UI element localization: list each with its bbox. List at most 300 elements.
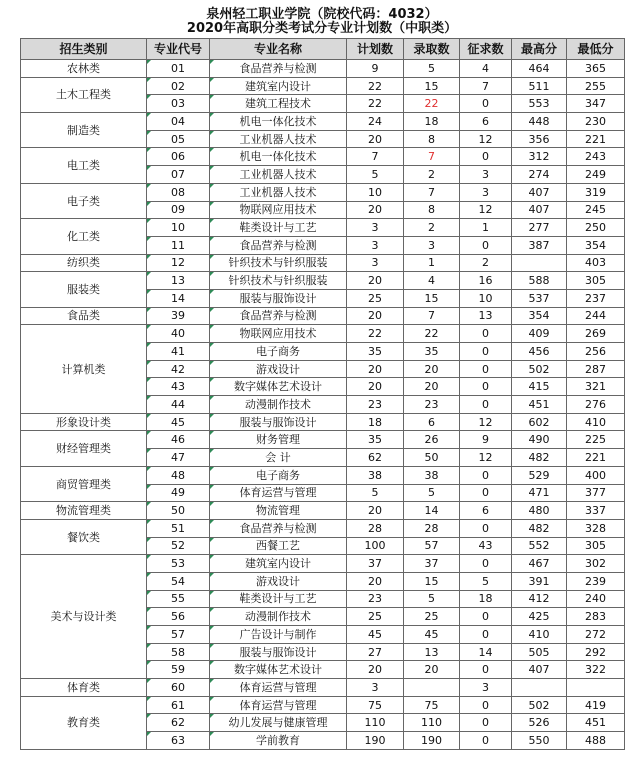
table-cell: 3: [347, 236, 404, 254]
category-cell: 餐饮类: [21, 519, 147, 554]
table-cell: 277: [512, 219, 567, 237]
table-cell: 1: [404, 254, 460, 272]
table-cell: 588: [512, 272, 567, 290]
category-cell: 服装类: [21, 272, 147, 307]
table-cell: 12: [460, 201, 512, 219]
header-cell: 录取数: [404, 39, 460, 60]
table-cell: 2: [404, 219, 460, 237]
table-cell: 3: [460, 679, 512, 697]
table-cell: 0: [460, 519, 512, 537]
table-cell: 40: [147, 325, 210, 343]
table-cell: 41: [147, 343, 210, 361]
table-cell: 游戏设计: [210, 360, 347, 378]
table-cell: 482: [512, 519, 567, 537]
table-cell: 39: [147, 307, 210, 325]
table-cell: 37: [404, 555, 460, 573]
table-cell: 工业机器人技术: [210, 183, 347, 201]
table-cell: 488: [567, 732, 625, 750]
category-cell: 形象设计类: [21, 413, 147, 431]
table-cell: 322: [567, 661, 625, 679]
table-cell: 239: [567, 572, 625, 590]
table-cell: 46: [147, 431, 210, 449]
table-cell: 动漫制作技术: [210, 396, 347, 414]
table-cell: 480: [512, 502, 567, 520]
table-cell: 财务管理: [210, 431, 347, 449]
table-cell: 16: [460, 272, 512, 290]
table-cell: 14: [460, 643, 512, 661]
table-cell: 0: [460, 343, 512, 361]
table-cell: 15: [404, 77, 460, 95]
table-cell: 464: [512, 60, 567, 78]
table-cell: 250: [567, 219, 625, 237]
table-cell: 0: [460, 732, 512, 750]
table-cell: 502: [512, 360, 567, 378]
table-cell: 14: [147, 289, 210, 307]
table-cell: 西餐工艺: [210, 537, 347, 555]
table-cell: 482: [512, 449, 567, 467]
table-cell: 0: [460, 661, 512, 679]
table-cell: 305: [567, 272, 625, 290]
table-cell: 256: [567, 343, 625, 361]
table-cell: 0: [460, 325, 512, 343]
table-cell: 602: [512, 413, 567, 431]
table-cell: 13: [404, 643, 460, 661]
table-cell: 食品营养与检测: [210, 60, 347, 78]
table-cell: 22: [347, 95, 404, 113]
table-cell: 321: [567, 378, 625, 396]
table-cell: 23: [347, 590, 404, 608]
table-cell: 物联网应用技术: [210, 201, 347, 219]
table-cell: 50: [147, 502, 210, 520]
category-cell: 土木工程类: [21, 77, 147, 112]
table-cell: 会 计: [210, 449, 347, 467]
table-cell: 机电一体化技术: [210, 113, 347, 131]
table-cell: 鞋类设计与工艺: [210, 219, 347, 237]
table-cell: 25: [347, 608, 404, 626]
table-cell: 22: [404, 95, 460, 113]
table-cell: 57: [404, 537, 460, 555]
table-cell: 550: [512, 732, 567, 750]
table-cell: 276: [567, 396, 625, 414]
table-cell: 0: [460, 360, 512, 378]
category-cell: 体育类: [21, 679, 147, 697]
table-cell: 5: [347, 166, 404, 184]
table-cell: 20: [404, 378, 460, 396]
table-cell: 54: [147, 572, 210, 590]
table-cell: 学前教育: [210, 732, 347, 750]
table-row: [21, 254, 625, 272]
table-cell: 06: [147, 148, 210, 166]
table-cell: 20: [347, 201, 404, 219]
title-line-1: 泉州轻工职业学院（院校代码：4032）: [206, 7, 438, 22]
table-cell: 03: [147, 95, 210, 113]
table-cell: 467: [512, 555, 567, 573]
table-cell: 60: [147, 679, 210, 697]
table-row: [21, 183, 625, 201]
table-row: [21, 502, 625, 520]
header-cell: 征求数: [460, 39, 512, 60]
table-cell: 0: [460, 714, 512, 732]
table-cell: 体育运营与管理: [210, 696, 347, 714]
table-cell: 7: [404, 307, 460, 325]
table-cell: 305: [567, 537, 625, 555]
header-row: [21, 39, 625, 60]
table-cell: 35: [404, 343, 460, 361]
table-cell: 鞋类设计与工艺: [210, 590, 347, 608]
table-cell: 22: [347, 325, 404, 343]
table-cell: 75: [347, 696, 404, 714]
table-cell: 55: [147, 590, 210, 608]
table-cell: 建筑室内设计: [210, 555, 347, 573]
table-cell: 8: [404, 130, 460, 148]
table-cell: 25: [347, 289, 404, 307]
table-cell: 数字媒体艺术设计: [210, 661, 347, 679]
table-cell: 0: [460, 378, 512, 396]
table-cell: 190: [347, 732, 404, 750]
table-cell: 18: [347, 413, 404, 431]
table-cell: 28: [404, 519, 460, 537]
table-cell: 25: [404, 608, 460, 626]
table-cell: 28: [347, 519, 404, 537]
table-row: [21, 679, 625, 697]
table-cell: 20: [347, 272, 404, 290]
table-cell: 23: [404, 396, 460, 414]
table-cell: [512, 254, 567, 272]
table-row: [21, 431, 625, 449]
table-cell: 12: [147, 254, 210, 272]
table-cell: 456: [512, 343, 567, 361]
table-cell: 43: [147, 378, 210, 396]
table-row: [21, 466, 625, 484]
table-cell: 0: [460, 236, 512, 254]
category-cell: 化工类: [21, 219, 147, 254]
table-cell: 18: [404, 113, 460, 131]
table-cell: 14: [404, 502, 460, 520]
table-cell: 415: [512, 378, 567, 396]
table-cell: 448: [512, 113, 567, 131]
table-cell: 57: [147, 626, 210, 644]
category-cell: 美术与设计类: [21, 555, 147, 679]
table-cell: 425: [512, 608, 567, 626]
table-cell: 240: [567, 590, 625, 608]
table-cell: 354: [512, 307, 567, 325]
table-cell: 3: [347, 254, 404, 272]
table-cell: 419: [567, 696, 625, 714]
table-cell: 11: [147, 236, 210, 254]
table-cell: [404, 679, 460, 697]
table-cell: 10: [460, 289, 512, 307]
table-cell: 0: [460, 626, 512, 644]
table-cell: 数字媒体艺术设计: [210, 378, 347, 396]
table-cell: 502: [512, 696, 567, 714]
table-cell: 电子商务: [210, 343, 347, 361]
table-cell: 12: [460, 413, 512, 431]
table-cell: 287: [567, 360, 625, 378]
table-cell: 3: [347, 219, 404, 237]
table-cell: 0: [460, 95, 512, 113]
table-cell: 20: [347, 661, 404, 679]
table-cell: 3: [460, 183, 512, 201]
table-cell: 针织技术与针织服装: [210, 272, 347, 290]
table-cell: 幼儿发展与健康管理: [210, 714, 347, 732]
table-row: [21, 696, 625, 714]
table-row: [21, 555, 625, 573]
table-cell: 01: [147, 60, 210, 78]
table-cell: 319: [567, 183, 625, 201]
table-cell: 48: [147, 466, 210, 484]
table-cell: 365: [567, 60, 625, 78]
table-cell: 45: [147, 413, 210, 431]
table-cell: 347: [567, 95, 625, 113]
table-cell: 237: [567, 289, 625, 307]
table-row: [21, 519, 625, 537]
table-cell: 37: [347, 555, 404, 573]
table-cell: 52: [147, 537, 210, 555]
table-cell: 体育运营与管理: [210, 679, 347, 697]
table-cell: 225: [567, 431, 625, 449]
table-cell: 526: [512, 714, 567, 732]
table-row: [21, 219, 625, 237]
admission-plan-table: [20, 38, 625, 750]
table-cell: 529: [512, 466, 567, 484]
header-cell: 最低分: [567, 39, 625, 60]
table-cell: 08: [147, 183, 210, 201]
table-cell: 物流管理: [210, 502, 347, 520]
table-cell: 407: [512, 661, 567, 679]
table-cell: 62: [147, 714, 210, 732]
table-cell: 0: [460, 148, 512, 166]
table-cell: 0: [460, 555, 512, 573]
table-cell: 20: [404, 360, 460, 378]
table-cell: 7: [460, 77, 512, 95]
table-cell: 505: [512, 643, 567, 661]
table-cell: 13: [147, 272, 210, 290]
table-cell: 292: [567, 643, 625, 661]
table-cell: 5: [404, 484, 460, 502]
table-cell: 255: [567, 77, 625, 95]
table-cell: 100: [347, 537, 404, 555]
table-cell: 20: [347, 360, 404, 378]
table-cell: 电子商务: [210, 466, 347, 484]
table-cell: 食品营养与检测: [210, 307, 347, 325]
table-cell: 食品营养与检测: [210, 236, 347, 254]
table-cell: 22: [347, 77, 404, 95]
category-cell: 物流管理类: [21, 502, 147, 520]
table-cell: 49: [147, 484, 210, 502]
table-row: [21, 148, 625, 166]
table-cell: 5: [404, 590, 460, 608]
table-cell: 2: [460, 254, 512, 272]
table-cell: 工业机器人技术: [210, 130, 347, 148]
table-cell: 511: [512, 77, 567, 95]
table-cell: 302: [567, 555, 625, 573]
table-cell: 110: [347, 714, 404, 732]
table-cell: 体育运营与管理: [210, 484, 347, 502]
table-cell: 75: [404, 696, 460, 714]
table-cell: 35: [347, 343, 404, 361]
table-cell: 4: [404, 272, 460, 290]
table-cell: 59: [147, 661, 210, 679]
table-cell: 230: [567, 113, 625, 131]
table-cell: 403: [567, 254, 625, 272]
table-cell: 50: [404, 449, 460, 467]
table-cell: 400: [567, 466, 625, 484]
table-cell: 61: [147, 696, 210, 714]
table-row: [21, 325, 625, 343]
table-row: [21, 60, 625, 78]
table-cell: 47: [147, 449, 210, 467]
table-cell: 广告设计与制作: [210, 626, 347, 644]
table-cell: 针织技术与针织服装: [210, 254, 347, 272]
table-cell: 23: [347, 396, 404, 414]
table-cell: 272: [567, 626, 625, 644]
title-line-2: 2020年高职分类考试分专业计划数（中职类）: [186, 21, 458, 36]
table-cell: 387: [512, 236, 567, 254]
table-cell: 537: [512, 289, 567, 307]
category-cell: 纺织类: [21, 254, 147, 272]
table-cell: 6: [460, 502, 512, 520]
table-cell: 471: [512, 484, 567, 502]
table-cell: 2: [404, 166, 460, 184]
table-cell: 服装与服饰设计: [210, 413, 347, 431]
table-cell: 建筑工程技术: [210, 95, 347, 113]
table-cell: 15: [404, 289, 460, 307]
table-cell: 05: [147, 130, 210, 148]
table-cell: 328: [567, 519, 625, 537]
table-cell: 0: [460, 466, 512, 484]
table-cell: 6: [404, 413, 460, 431]
table-cell: 09: [147, 201, 210, 219]
table-cell: 553: [512, 95, 567, 113]
table-cell: 407: [512, 183, 567, 201]
category-cell: 电工类: [21, 148, 147, 183]
table-cell: 45: [404, 626, 460, 644]
table-cell: 20: [404, 661, 460, 679]
table-cell: 410: [567, 413, 625, 431]
table-cell: 391: [512, 572, 567, 590]
table-cell: 动漫制作技术: [210, 608, 347, 626]
table-cell: 27: [347, 643, 404, 661]
table-cell: 机电一体化技术: [210, 148, 347, 166]
table-cell: 20: [347, 307, 404, 325]
table-cell: 0: [460, 608, 512, 626]
table-cell: 407: [512, 201, 567, 219]
table-cell: 20: [347, 502, 404, 520]
table-cell: 244: [567, 307, 625, 325]
table-cell: 410: [512, 626, 567, 644]
table-cell: 5: [460, 572, 512, 590]
table-cell: 0: [460, 484, 512, 502]
table-cell: 312: [512, 148, 567, 166]
category-cell: 计算机类: [21, 325, 147, 413]
table-cell: 02: [147, 77, 210, 95]
table-cell: 7: [347, 148, 404, 166]
table-cell: 5: [347, 484, 404, 502]
table-cell: 53: [147, 555, 210, 573]
table-cell: 26: [404, 431, 460, 449]
table-cell: 552: [512, 537, 567, 555]
table-cell: 63: [147, 732, 210, 750]
table-row: [21, 272, 625, 290]
category-cell: 电子类: [21, 183, 147, 218]
table-cell: 0: [460, 396, 512, 414]
table-cell: 3: [404, 236, 460, 254]
table-cell: 337: [567, 502, 625, 520]
table-cell: 10: [347, 183, 404, 201]
category-cell: 农林类: [21, 60, 147, 78]
table-cell: 物联网应用技术: [210, 325, 347, 343]
table-cell: 20: [347, 378, 404, 396]
table-cell: 283: [567, 608, 625, 626]
table-row: [21, 413, 625, 431]
table-cell: 412: [512, 590, 567, 608]
table-cell: 110: [404, 714, 460, 732]
table-cell: 35: [347, 431, 404, 449]
table-cell: 409: [512, 325, 567, 343]
table-cell: 13: [460, 307, 512, 325]
category-cell: 商贸管理类: [21, 466, 147, 501]
table-cell: 3: [460, 166, 512, 184]
table-cell: 490: [512, 431, 567, 449]
table-cell: 42: [147, 360, 210, 378]
table-cell: [567, 679, 625, 697]
table-cell: 51: [147, 519, 210, 537]
table-cell: 18: [460, 590, 512, 608]
table-cell: 7: [404, 148, 460, 166]
table-cell: 游戏设计: [210, 572, 347, 590]
table-cell: 8: [404, 201, 460, 219]
table-cell: 建筑室内设计: [210, 77, 347, 95]
table-cell: 44: [147, 396, 210, 414]
table-cell: 10: [147, 219, 210, 237]
table-cell: 221: [567, 449, 625, 467]
table-cell: 249: [567, 166, 625, 184]
header-cell: 招生类别: [21, 39, 147, 60]
header-cell: 专业代号: [147, 39, 210, 60]
table-cell: 04: [147, 113, 210, 131]
category-cell: 制造类: [21, 113, 147, 148]
table-row: [21, 307, 625, 325]
table-cell: 377: [567, 484, 625, 502]
table-cell: 食品营养与检测: [210, 519, 347, 537]
table-cell: 38: [404, 466, 460, 484]
table-cell: 62: [347, 449, 404, 467]
table-body: [21, 60, 625, 750]
table-row: [21, 113, 625, 131]
table-cell: 354: [567, 236, 625, 254]
table-cell: 221: [567, 130, 625, 148]
table-cell: 9: [347, 60, 404, 78]
table-cell: 15: [404, 572, 460, 590]
table-cell: 38: [347, 466, 404, 484]
category-cell: 教育类: [21, 696, 147, 749]
table-cell: 工业机器人技术: [210, 166, 347, 184]
table-cell: 7: [404, 183, 460, 201]
table-cell: 190: [404, 732, 460, 750]
table-cell: 22: [404, 325, 460, 343]
table-cell: 12: [460, 130, 512, 148]
table-cell: 56: [147, 608, 210, 626]
table-cell: 58: [147, 643, 210, 661]
table-cell: 274: [512, 166, 567, 184]
table-cell: 245: [567, 201, 625, 219]
table-cell: 6: [460, 113, 512, 131]
table-cell: 269: [567, 325, 625, 343]
table-cell: 243: [567, 148, 625, 166]
spreadsheet: [20, 8, 624, 750]
table-cell: 1: [460, 219, 512, 237]
table-cell: 451: [512, 396, 567, 414]
